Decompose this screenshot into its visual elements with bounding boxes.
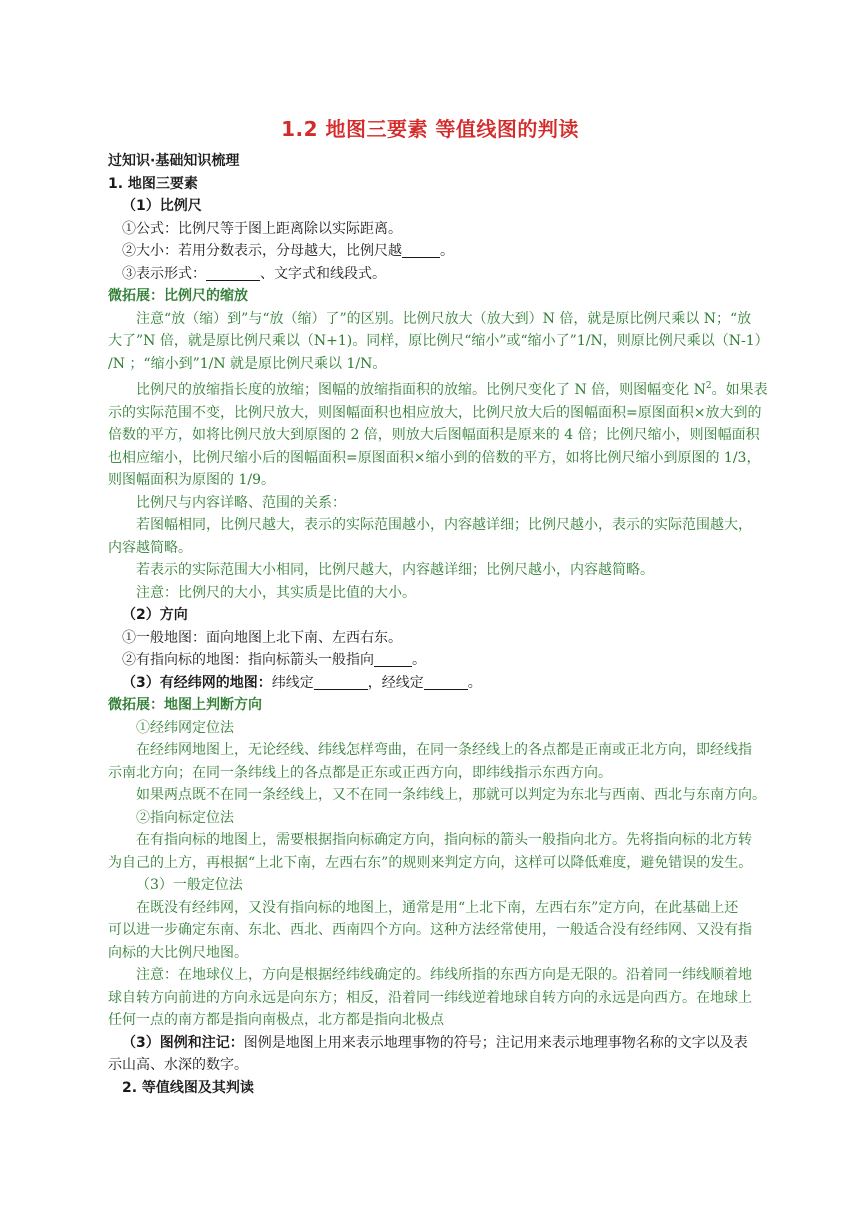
heading-direction: （2）方向 <box>122 607 188 623</box>
ext2-m1-line2: 示南北方向；在同一条纬线上的各点都是正东或正西方向，即纬线指示东西方向。 <box>108 764 612 781</box>
scale-size <box>108 240 784 263</box>
ext1-p2-text-end: 。如果表 <box>711 382 768 398</box>
ext1-p5: 若表示的实际范围大小相同，比例尺越大，内容越详细；比例尺越小，内容越简略。 <box>136 562 654 578</box>
ext1-p1-line3: /N ；“缩小到”1/N 就是原比例尺乘以 1/N。 <box>108 355 387 372</box>
ext2-title: 微拓展：地图上判断方向 <box>108 697 262 713</box>
ext2-method2: ②指向标定位法 <box>136 809 234 826</box>
grid-lon-text: ，经线定 <box>367 674 424 691</box>
ext2-m1-line3: 如果两点既不在同一条经线上，又不在同一条纬线上，那就可以判定为东北与西南、西北与东南方向。 <box>136 787 766 803</box>
grid-lat-text: 纬线定 <box>271 674 314 691</box>
ext2-m1-line1: 在经纬网地图上，无论经线、纬线怎样弯曲，在同一条经线上的各点都是正南或正北方向，即经线指 <box>136 742 752 758</box>
ext1-title: 微拓展：比例尺的缩放 <box>108 288 248 304</box>
ext1-p6: 注意：比例尺的大小，其实质是比值的大小。 <box>136 584 416 601</box>
direction-arrow <box>108 649 784 672</box>
ext1-p1-line1: 注意“放（缩）到”与“放（缩）了”的区别。比例尺放大（放大到）N 倍，就是原比例尺乘以 N；“放 <box>136 310 752 327</box>
heading-contour: 2. 等值线图及其判读 <box>122 1079 254 1096</box>
ext1-p2-line3: 倍数的平方，如将比例尺放大到原图的 2 倍，则放大后图幅面积是原来的 4 倍；比例尺缩小，则图幅面积 <box>108 427 760 443</box>
heading-grid-map: （3）有经纬网的地图： <box>122 674 272 691</box>
scale-formula: ①公式：比例尺等于图上距离除以实际距离。 <box>122 220 402 237</box>
scale-form-end: 、文字式和线段式。 <box>260 265 386 282</box>
scale-form <box>108 263 784 286</box>
ext1-p2-line4: 也相应缩小，比例尺缩小后的图幅面积=原图面积×缩小到的倍数的平方，如将比例尺缩小到原图的 1/3， <box>108 449 761 466</box>
ext2-method1: ①经纬网定位法 <box>136 719 234 736</box>
ext2-m3-line1: 在既没有经纬网，又没有指向标的地图上，通常是用“上北下南，左西右东”定方向，在此基础上还 <box>136 899 739 916</box>
blank-grid-lat <box>314 673 368 690</box>
grid-map-line <box>108 672 784 695</box>
ext1-p4-line1: 若图幅相同，比例尺越大，表示的实际范围越小，内容越详细；比例尺越小，表示的实际范围越大， <box>136 517 752 533</box>
direction-arrow-text: ②有指向标的地图：指向标箭头一般指向 <box>122 652 374 668</box>
blank-grid-lon <box>424 673 468 690</box>
ext2-method3: （3）一般定位法 <box>136 877 243 893</box>
direction-arrow-end: 。 <box>412 652 426 668</box>
ext2-note-line1: 注意：在地球仪上，方向是根据经纬线确定的。纬线所指的东西方向是无限的。沿着同一纬线顺着地 <box>136 967 752 983</box>
ext1-p2-line5: 则图幅面积为原图的 1/9。 <box>108 472 275 488</box>
ext1-p2-line1 <box>108 375 784 402</box>
section-overview: 过知识·基础知识梳理 <box>108 153 240 169</box>
ext1-p2-line2: 示的实际范围不变，比例尺放大，则图幅面积也相应放大，比例尺放大后的图幅面积=原图面积×放大到的 <box>108 404 762 421</box>
blank-scale-size <box>402 241 440 258</box>
document-body <box>108 150 784 1099</box>
scale-form-text: ③表示形式： <box>122 265 206 282</box>
ext2-note-line2: 球自转方向前进的方向永远是向东方；相反，沿着同一纬线逆着地球自转方向的永远是向西方。在地球上 <box>108 989 752 1006</box>
ext2-m2-line1: 在有指向标的地图上，需要根据指向标确定方向，指向标的箭头一般指向北方。先将指向标的北方转 <box>136 832 752 848</box>
ext1-p1-line2: 大了”N 倍，就是原比例尺乘以（N+1)。同样，原比例尺“缩小”或“缩小了”1/N，则原比例尺乘以（N-1） <box>108 333 769 349</box>
ext2-m2-line2: 为自己的上方，再根据“上北下南，左西右东”的规则来判定方向，这样可以降低难度，避免错误的发生。 <box>108 854 753 871</box>
ext1-p2-text: 比例尺的放缩指长度的放缩；图幅的放缩指面积的放缩。比例尺变化了 N 倍，则图幅变化 N <box>136 382 706 398</box>
direction-general: ①一般地图：面向地图上北下南、左西右东。 <box>122 629 402 646</box>
ext1-p4-line2: 内容越简略。 <box>108 539 192 556</box>
heading-map-elements: 1. 地图三要素 <box>108 175 198 192</box>
legend-line2: 示山高、水深的数字。 <box>108 1057 248 1073</box>
legend-text: 图例是地图上用来表示地理事物的符号；注记用来表示地理事物名称的文字以及表 <box>243 1034 748 1051</box>
ext2-m3-line3: 向标的大比例尺地图。 <box>108 944 248 961</box>
scale-size-text: ②大小：若用分数表示，分母越大，比例尺越 <box>122 243 402 259</box>
heading-scale: （1）比例尺 <box>122 198 202 214</box>
blank-direction-arrow <box>374 650 412 667</box>
ext2-m3-line2: 可以进一步确定东南、东北、西北、西南四个方向。这种方法经常使用，一般适合没有经纬网、又没有指 <box>108 922 752 938</box>
ext1-p2-superscript: 2 <box>705 381 712 391</box>
scale-size-end: 。 <box>440 243 454 259</box>
legend-line1 <box>108 1032 784 1055</box>
ext2-note-line3: 任何一点的南方都是指向南极点，北方都是指向北极点 <box>108 1012 444 1028</box>
page-title: 1.2 地图三要素 等值线图的判读 <box>281 117 579 141</box>
grid-end: 。 <box>467 674 482 691</box>
blank-scale-form <box>206 264 260 281</box>
heading-legend: （3）图例和注记： <box>122 1034 244 1051</box>
ext1-p3: 比例尺与内容详略、范围的关系： <box>136 494 346 511</box>
